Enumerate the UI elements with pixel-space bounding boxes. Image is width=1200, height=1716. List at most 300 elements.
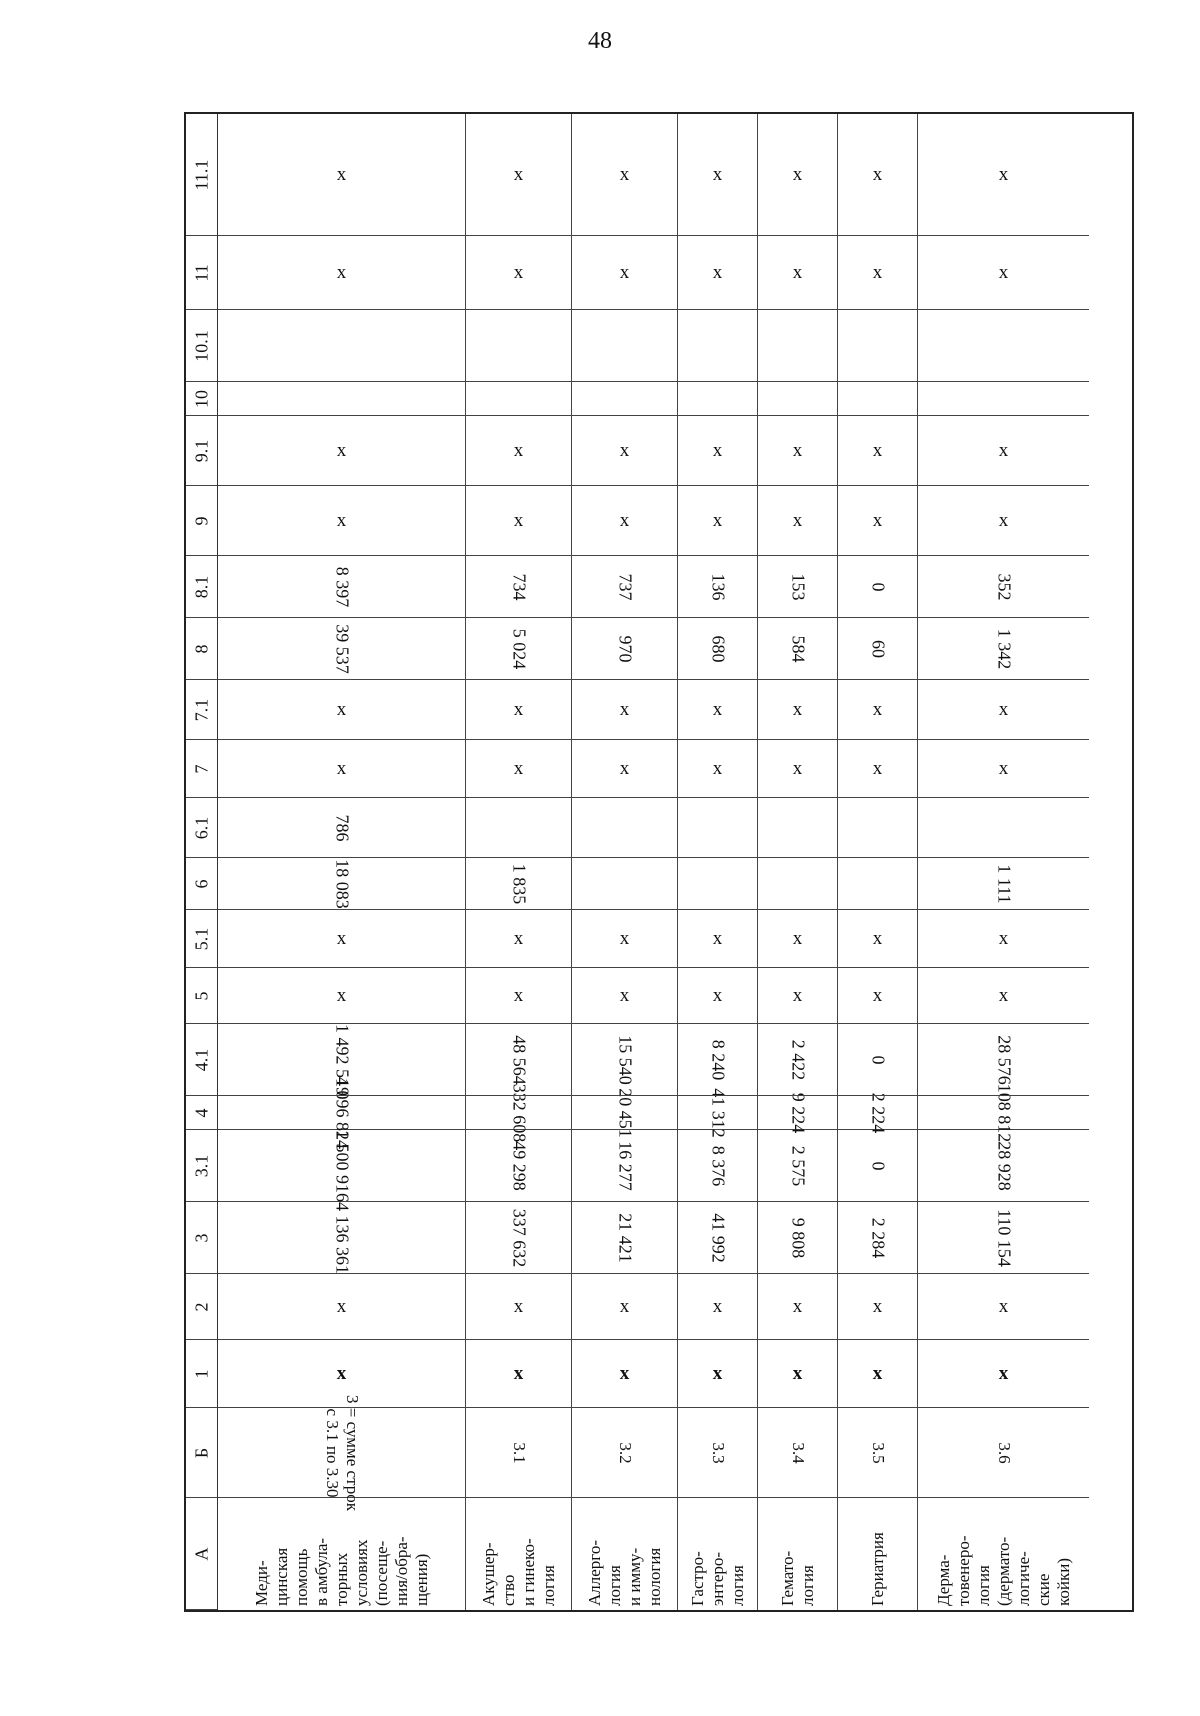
value-cell	[466, 416, 571, 486]
row-code: 3.2	[615, 1441, 635, 1464]
value-cell	[218, 310, 465, 382]
row-code-cell	[918, 1408, 1089, 1498]
value-cell	[678, 1274, 757, 1340]
x-mark: x	[998, 509, 1009, 531]
x-mark: x	[336, 1295, 347, 1317]
value-cell	[758, 1092, 837, 1133]
value-text: 8 376	[708, 1145, 728, 1186]
value-cell	[918, 1340, 1089, 1408]
column-header-cell	[186, 114, 217, 236]
value-text: 332 608	[509, 1083, 529, 1142]
x-mark: x	[513, 163, 524, 185]
value-cell	[918, 968, 1089, 1024]
value-text: 970	[615, 635, 635, 662]
x-mark: x	[998, 1295, 1009, 1317]
x-mark: x	[998, 698, 1009, 720]
value-cell	[572, 1274, 677, 1340]
value-cell	[838, 618, 917, 680]
column-header-cell	[186, 740, 217, 798]
x-mark: x	[998, 439, 1009, 461]
row-name-line: логия	[538, 1565, 558, 1606]
value-cell	[678, 310, 757, 382]
value-cell	[678, 1087, 757, 1138]
value-cell	[838, 382, 917, 416]
value-cell	[466, 798, 571, 858]
value-cell	[758, 1024, 837, 1096]
value-cell	[918, 1024, 1089, 1096]
value-cell	[218, 858, 465, 910]
value-cell	[466, 858, 571, 910]
column-header-cell	[186, 680, 217, 740]
x-mark: x	[619, 261, 630, 283]
x-mark: x	[619, 163, 630, 185]
value-cell	[678, 486, 757, 556]
value-text: 734	[509, 573, 529, 600]
value-cell	[918, 858, 1089, 910]
value-cell	[838, 486, 917, 556]
value-cell	[678, 1202, 757, 1274]
row-name-line: и гинеко-	[518, 1538, 538, 1606]
x-mark: x	[513, 509, 524, 531]
column-header-cell	[186, 858, 217, 910]
value-cell	[838, 680, 917, 740]
value-cell	[466, 1274, 571, 1340]
value-cell	[466, 486, 571, 556]
value-cell	[572, 236, 677, 310]
value-cell	[678, 798, 757, 858]
value-cell	[758, 618, 837, 680]
x-mark: x	[513, 1362, 524, 1384]
x-mark: x	[513, 439, 524, 461]
value-text: 18 083	[332, 858, 352, 909]
value-cell	[466, 556, 571, 618]
column-header-cell	[186, 382, 217, 416]
x-mark: x	[336, 509, 347, 531]
x-mark: x	[336, 927, 347, 949]
table-row	[218, 114, 466, 1610]
value-text: 49 298	[509, 1140, 529, 1191]
x-mark: x	[792, 1362, 803, 1384]
value-text: 1 342	[994, 628, 1014, 669]
x-mark: x	[872, 1295, 883, 1317]
value-cell	[918, 382, 1089, 416]
data-table	[184, 112, 1134, 1612]
value-cell	[572, 486, 677, 556]
value-cell	[466, 1024, 571, 1096]
column-header-strip	[186, 114, 218, 1610]
row-name-line: Гериатрия	[867, 1532, 887, 1606]
column-header-cell	[186, 798, 217, 858]
row-name-line: цинская	[271, 1547, 291, 1606]
row-name-cell	[678, 1498, 757, 1610]
value-cell	[918, 910, 1089, 968]
x-mark: x	[872, 261, 883, 283]
value-cell	[572, 310, 677, 382]
row-name-line: логиче-	[1013, 1551, 1033, 1606]
value-cell	[466, 910, 571, 968]
value-text: 584	[788, 635, 808, 662]
column-header-label: 5	[191, 991, 211, 1000]
row-name-cell	[218, 1498, 465, 1610]
x-mark: x	[336, 439, 347, 461]
column-header-label: 11	[191, 263, 211, 282]
column-header-cell	[186, 910, 217, 968]
column-header-cell	[186, 1096, 217, 1130]
x-mark: x	[872, 163, 883, 185]
value-cell	[218, 740, 465, 798]
value-cell	[218, 1274, 465, 1340]
value-text: 9 224	[788, 1092, 808, 1133]
x-mark: x	[712, 1295, 723, 1317]
value-cell	[758, 858, 837, 910]
column-header-label: 8.1	[191, 575, 211, 598]
value-cell	[218, 382, 465, 416]
x-mark: x	[792, 757, 803, 779]
value-cell	[838, 114, 917, 236]
row-name-cell	[758, 1498, 837, 1610]
column-header-cell	[186, 310, 217, 382]
value-text: 4 136 361	[332, 1201, 352, 1274]
x-mark: x	[712, 984, 723, 1006]
row-name-line: логия	[973, 1565, 993, 1606]
value-text: 1 500 916	[332, 1129, 352, 1202]
value-cell	[572, 382, 677, 416]
value-cell	[758, 1130, 837, 1202]
value-text: 337 632	[509, 1208, 529, 1267]
x-mark: x	[336, 163, 347, 185]
value-cell	[678, 382, 757, 416]
value-text: 786	[332, 814, 352, 841]
value-text: 41 312	[708, 1087, 728, 1138]
row-name-line: условиях	[351, 1539, 371, 1606]
x-mark: x	[872, 984, 883, 1006]
value-text: 136	[708, 573, 728, 600]
x-mark: x	[792, 698, 803, 720]
value-cell	[572, 740, 677, 798]
value-cell	[918, 486, 1089, 556]
value-cell	[678, 1340, 757, 1408]
value-cell	[466, 968, 571, 1024]
value-text: 2 284	[868, 1217, 888, 1258]
value-text: 8 397	[332, 566, 352, 607]
x-mark: x	[336, 698, 347, 720]
row-name-cell	[838, 1498, 917, 1610]
column-header-label: 6	[191, 879, 211, 888]
value-cell	[572, 680, 677, 740]
value-text: 5 024	[509, 628, 529, 669]
x-mark: x	[513, 261, 524, 283]
value-cell	[678, 114, 757, 236]
row-name-line: энтеро-	[707, 1551, 727, 1606]
value-text: 0	[868, 1161, 888, 1170]
x-mark: x	[619, 698, 630, 720]
value-cell	[218, 416, 465, 486]
value-cell	[758, 1202, 837, 1274]
x-mark: x	[998, 984, 1009, 1006]
column-header-cell	[186, 968, 217, 1024]
value-cell	[758, 486, 837, 556]
value-cell	[218, 968, 465, 1024]
value-cell	[838, 1092, 917, 1133]
value-cell	[678, 236, 757, 310]
value-cell	[466, 1083, 571, 1142]
x-mark: x	[619, 757, 630, 779]
value-cell	[918, 556, 1089, 618]
page-number: 48	[588, 28, 612, 54]
value-text: 41 992	[708, 1212, 728, 1263]
x-mark: x	[872, 757, 883, 779]
row-code: 3.4	[788, 1441, 808, 1464]
row-code: 3.6	[994, 1441, 1014, 1464]
value-cell	[918, 416, 1089, 486]
row-name-line: (дермато-	[993, 1536, 1013, 1606]
value-cell	[572, 858, 677, 910]
x-mark: x	[998, 163, 1009, 185]
x-mark: x	[872, 698, 883, 720]
x-mark: x	[792, 509, 803, 531]
column-header-cell	[186, 1024, 217, 1096]
row-name-line: товенеро-	[953, 1535, 973, 1606]
x-mark: x	[513, 984, 524, 1006]
value-cell	[918, 740, 1089, 798]
value-cell	[218, 556, 465, 618]
column-header-label: 9	[191, 516, 211, 525]
value-cell	[218, 1202, 465, 1274]
value-cell	[678, 858, 757, 910]
column-header-label: 6.1	[191, 816, 211, 839]
value-text: 2 575	[788, 1145, 808, 1186]
value-text: 110 154	[994, 1208, 1014, 1267]
value-cell	[678, 680, 757, 740]
table-row	[572, 114, 678, 1610]
row-name-cell	[466, 1498, 571, 1610]
row-name-line: Аллерго-	[584, 1540, 604, 1606]
value-cell	[838, 236, 917, 310]
row-code-cell	[838, 1408, 917, 1498]
value-cell	[838, 1202, 917, 1274]
value-text: 8 240	[708, 1039, 728, 1080]
column-header-label: 7	[191, 764, 211, 773]
row-name-line: логия	[604, 1565, 624, 1606]
value-cell	[218, 486, 465, 556]
value-text: 680	[708, 635, 728, 662]
table-row	[758, 114, 838, 1610]
value-text: 1 492 519	[332, 1023, 352, 1096]
x-mark: x	[513, 698, 524, 720]
value-cell	[918, 618, 1089, 680]
row-name-line: и иммy-	[624, 1547, 644, 1606]
value-cell	[678, 556, 757, 618]
row-name-line: Гемато-	[777, 1550, 797, 1606]
value-cell	[758, 556, 837, 618]
value-cell	[218, 680, 465, 740]
value-text: 1 111	[994, 863, 1014, 904]
x-mark: x	[336, 261, 347, 283]
row-code-cell	[572, 1408, 677, 1498]
x-mark: x	[998, 927, 1009, 949]
value-cell	[466, 618, 571, 680]
row-name-line: помощь	[291, 1548, 311, 1606]
x-mark: x	[619, 439, 630, 461]
value-cell	[918, 114, 1089, 236]
table-row	[838, 114, 918, 1610]
column-header-label: 8	[191, 644, 211, 653]
value-cell	[918, 1274, 1089, 1340]
x-mark: x	[872, 439, 883, 461]
row-code-cell	[466, 1408, 571, 1498]
value-cell	[466, 310, 571, 382]
value-cell	[572, 1202, 677, 1274]
value-cell	[838, 858, 917, 910]
value-text: 28 928	[994, 1140, 1014, 1191]
row-name-line: ния/обра-	[391, 1536, 411, 1606]
x-mark: x	[712, 163, 723, 185]
value-cell	[838, 556, 917, 618]
value-cell	[466, 1340, 571, 1408]
column-header-label: 7.1	[191, 698, 211, 721]
column-header-label: 1	[191, 1369, 211, 1378]
value-cell	[572, 1130, 677, 1202]
value-cell	[758, 798, 837, 858]
value-cell	[466, 114, 571, 236]
value-cell	[218, 114, 465, 236]
x-mark: x	[998, 261, 1009, 283]
x-mark: x	[792, 927, 803, 949]
row-code: 3.3	[708, 1441, 728, 1464]
value-text: 21 421	[615, 1212, 635, 1263]
value-cell	[918, 1083, 1089, 1142]
value-cell	[918, 1202, 1089, 1274]
column-header-label: 4	[191, 1108, 211, 1117]
row-name-line: Меди-	[251, 1560, 271, 1606]
value-cell	[838, 910, 917, 968]
value-cell	[466, 382, 571, 416]
row-name-line: торных	[331, 1552, 351, 1606]
value-cell	[758, 236, 837, 310]
value-cell	[758, 114, 837, 236]
value-cell	[918, 680, 1089, 740]
value-cell	[678, 618, 757, 680]
value-cell	[758, 382, 837, 416]
value-cell	[918, 310, 1089, 382]
x-mark: x	[619, 984, 630, 1006]
value-cell	[572, 910, 677, 968]
column-header-label: 10.1	[191, 329, 211, 362]
value-cell	[678, 1024, 757, 1096]
row-name-line: нология	[644, 1547, 664, 1606]
value-text: 39 537	[332, 623, 352, 674]
value-cell	[838, 1340, 917, 1408]
row-name-line: логия	[797, 1565, 817, 1606]
value-cell	[758, 310, 837, 382]
value-cell	[572, 114, 677, 236]
value-cell	[758, 1340, 837, 1408]
value-text: 737	[615, 573, 635, 600]
value-cell	[758, 680, 837, 740]
value-cell	[678, 416, 757, 486]
value-cell	[466, 1202, 571, 1274]
table-row	[466, 114, 572, 1610]
row-name-cell	[572, 1498, 677, 1610]
value-cell	[218, 1024, 465, 1096]
x-mark: x	[513, 1295, 524, 1317]
row-name-line: Гастро-	[687, 1551, 707, 1606]
column-header-label: 3	[191, 1233, 211, 1242]
value-cell	[918, 798, 1089, 858]
value-cell	[838, 416, 917, 486]
value-cell	[838, 310, 917, 382]
value-text: 15 540	[615, 1034, 635, 1085]
value-text: 153	[788, 573, 808, 600]
value-cell	[678, 1130, 757, 1202]
value-text: 16 277	[615, 1140, 635, 1191]
x-mark: x	[872, 1362, 883, 1384]
x-mark: x	[619, 1295, 630, 1317]
x-mark: x	[712, 757, 723, 779]
value-cell	[218, 1076, 465, 1149]
x-mark: x	[513, 757, 524, 779]
x-mark: x	[792, 261, 803, 283]
x-mark: x	[998, 1362, 1009, 1384]
row-name-line: ство	[498, 1574, 518, 1606]
value-text: 2 422	[788, 1039, 808, 1080]
column-header-cell	[186, 1408, 217, 1498]
column-header-cell	[186, 1202, 217, 1274]
row-code: с 3.1 по 3.30	[322, 1408, 342, 1497]
x-mark: x	[619, 509, 630, 531]
x-mark: x	[513, 927, 524, 949]
value-text: 20 451	[615, 1087, 635, 1138]
value-text: 60	[868, 639, 888, 658]
column-header-label: 5.1	[191, 927, 211, 950]
value-cell	[758, 1274, 837, 1340]
value-cell	[572, 416, 677, 486]
value-cell	[838, 1274, 917, 1340]
x-mark: x	[712, 698, 723, 720]
value-cell	[678, 910, 757, 968]
value-cell	[218, 618, 465, 680]
value-text: 0	[868, 1055, 888, 1064]
x-mark: x	[619, 927, 630, 949]
x-mark: x	[712, 261, 723, 283]
x-mark: x	[712, 509, 723, 531]
value-cell	[466, 740, 571, 798]
value-cell	[572, 618, 677, 680]
x-mark: x	[336, 1362, 347, 1384]
value-cell	[678, 740, 757, 798]
row-name-line: щения)	[411, 1553, 431, 1606]
value-cell	[218, 798, 465, 858]
value-text: 0	[868, 582, 888, 591]
column-header-label: A	[191, 1547, 211, 1560]
column-header-label: 10	[191, 389, 211, 408]
row-name-line: в амбула-	[311, 1537, 331, 1606]
value-cell	[466, 680, 571, 740]
value-cell	[838, 1024, 917, 1096]
row-name-line: Акушер-	[478, 1542, 498, 1606]
row-code-cell	[218, 1394, 465, 1511]
value-cell	[218, 910, 465, 968]
value-cell	[838, 798, 917, 858]
value-cell	[218, 236, 465, 310]
column-header-cell	[186, 618, 217, 680]
column-header-cell	[186, 416, 217, 486]
column-header-cell	[186, 486, 217, 556]
column-header-cell	[186, 556, 217, 618]
value-cell	[918, 236, 1089, 310]
row-name-line: койки)	[1053, 1557, 1073, 1606]
row-name-line: логия	[727, 1565, 747, 1606]
